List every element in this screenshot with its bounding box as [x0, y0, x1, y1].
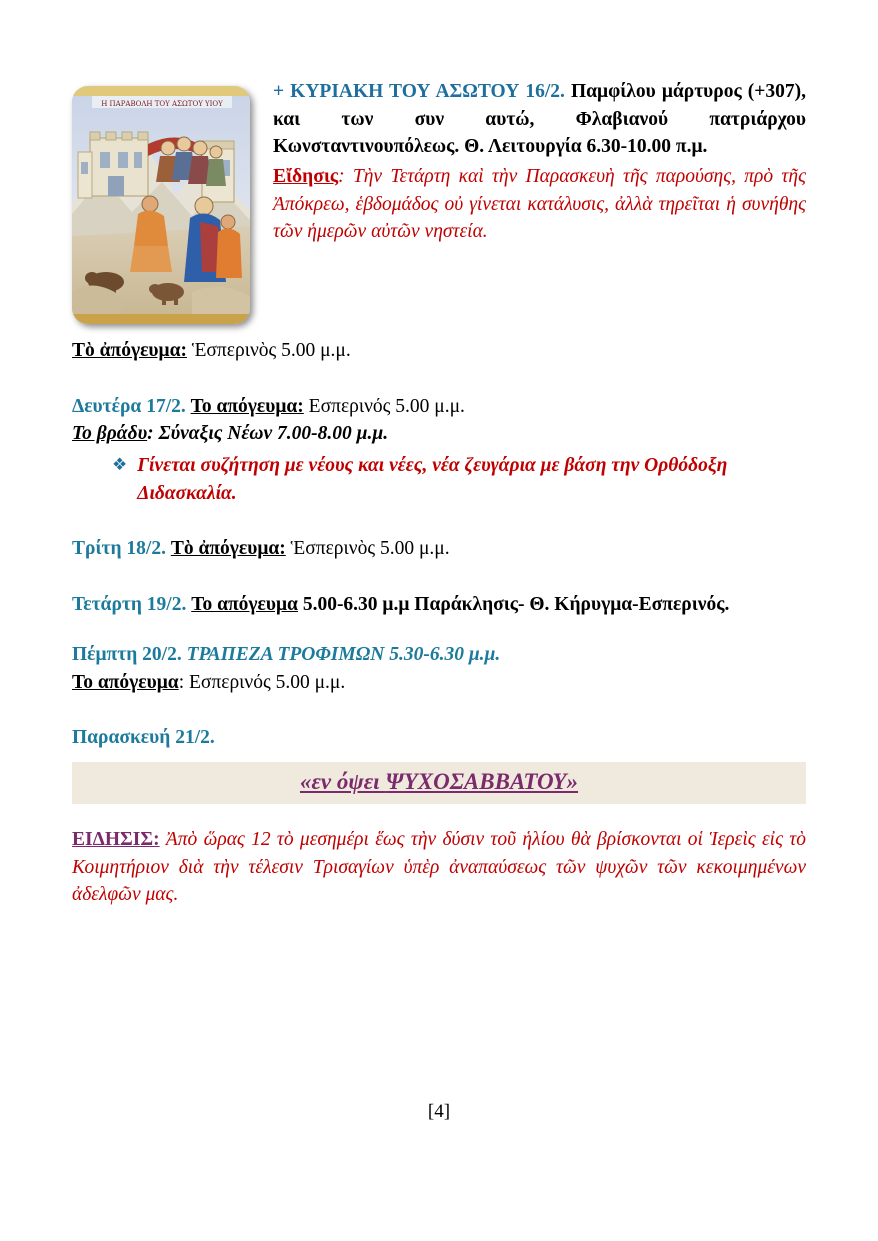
friday-notice [72, 826, 806, 909]
svg-text:Η ΠΑΡΑΒΟΛΗ ΤΟΥ ΑΣΩΤΟΥ ΥΙΟΥ: Η ΠΑΡΑΒΟΛΗ ΤΟΥ ΑΣΩΤΟΥ ΥΙΟΥ [101, 100, 223, 108]
sunday-notice-label: Εἴδησις [273, 166, 339, 188]
thursday-day: Πέμπτη 20/2. [72, 643, 182, 665]
orthodox-icon-prodigal-son-icon [72, 86, 250, 324]
monday-bullet [112, 452, 806, 507]
tuesday-line [72, 535, 806, 563]
diamond-bullet-icon: ❖ [112, 455, 128, 475]
icon-image-container [72, 86, 257, 331]
thursday-afternoon-line [72, 669, 806, 697]
tuesday-day: Τρίτη 18/2. [72, 538, 166, 560]
psychosavvato-banner [72, 762, 806, 804]
tuesday-afternoon-label: Τὸ ἀπόγευμα: [170, 538, 286, 560]
friday-line [72, 724, 806, 752]
tuesday-afternoon-text: Ἑσπερινὸς 5.00 μ.μ. [285, 538, 450, 560]
sunday-title: + ΚΥΡΙΑΚΗ ΤΟΥ ΑΣΩΤΟΥ 16/2. [273, 81, 565, 102]
thursday-event: ΤΡΑΠΕΖΑ ΤΡΟΦΙΜΩΝ 5.30-6.30 μ.μ. [181, 643, 501, 665]
monday-day: Δευτέρα 17/2. [72, 395, 186, 417]
thursday-afternoon-label: Το απόγευμα [72, 671, 179, 693]
monday-afternoon-text: Εσπερινός 5.00 μ.μ. [303, 395, 465, 417]
sunday-title-rest: Παμφίλου μάρτυρος (+307), και των συν αυτώ, Φλαβιανού πατριάρχου Κωνσταντινουπόλεως. Θ. Λειτουργία 6.30-10.00 π.μ. [273, 81, 807, 158]
friday-day: Παρασκευή 21/2. [72, 727, 215, 749]
page-number: [4] [427, 1101, 451, 1122]
friday-notice-text: Ἀπὸ ὥρας 12 τὸ μεσημέρι ἕως τὴν δύσιν τοῦ ἡλίου θὰ βρίσκονται οἱ Ἱερεὶς εἰς τὸ Κοιμητήριον διὰ τὴν τέλεσιν Τρισαγίων ὑπὲρ ἀναπαύσεως τῶν ψυχῶν τῶν κεκοιμημένων ἀδελφῶν μας. [72, 828, 806, 906]
sunday-evening-label: Τὸ ἀπόγευμα: [72, 340, 187, 361]
monday-night-text: : Σύναξις Νέων 7.00-8.00 μ.μ. [147, 423, 389, 445]
wednesday-afternoon-text: 5.00-6.30 μ.μ Παράκλησις- Θ. Κήρυγμα-Εσπερινός. [297, 594, 730, 616]
wednesday-day: Τετάρτη 19/2. [72, 594, 187, 616]
monday-afternoon-label: Το απόγευμα: [190, 395, 304, 417]
sunday-evening-text: Ἑσπερινὸς 5.00 μ.μ. [186, 340, 351, 361]
thursday-line [72, 641, 806, 669]
monday-bullet-text: Γίνεται συζήτηση με νέους και νέες, νέα ζευγάρια με βάση την Ορθόδοξη Διδασκαλία. [137, 455, 728, 504]
monday-line [72, 393, 806, 421]
monday-night-line [72, 420, 806, 448]
banner-main: ΨΥΧΟΣΑΒΒΑΤΟΥ» [385, 768, 579, 794]
monday-night-label: Το βράδυ [72, 423, 148, 445]
wednesday-afternoon-label: Το απόγευμα [191, 594, 298, 616]
sunday-evening [72, 337, 806, 365]
banner-prefix: «εν όψει [299, 768, 386, 794]
friday-notice-label: ΕΙΔΗΣΙΣ: [72, 828, 160, 850]
sunday-notice-text: : Τὴν Τετάρτη καὶ τὴν Παρασκευὴ τῆς παρούσης, πρὸ τῆς Ἀπόκρεω, ἑβδομάδος οὐ γίνεται κατάλυσις, ἀλλὰ τηρεῖται ἡ συνήθης τῶν ἡμερῶν αὐτῶν νηστεία. [273, 166, 806, 243]
thursday-afternoon-text: : Εσπερινός 5.00 μ.μ. [178, 671, 346, 693]
wednesday-line [72, 591, 806, 619]
